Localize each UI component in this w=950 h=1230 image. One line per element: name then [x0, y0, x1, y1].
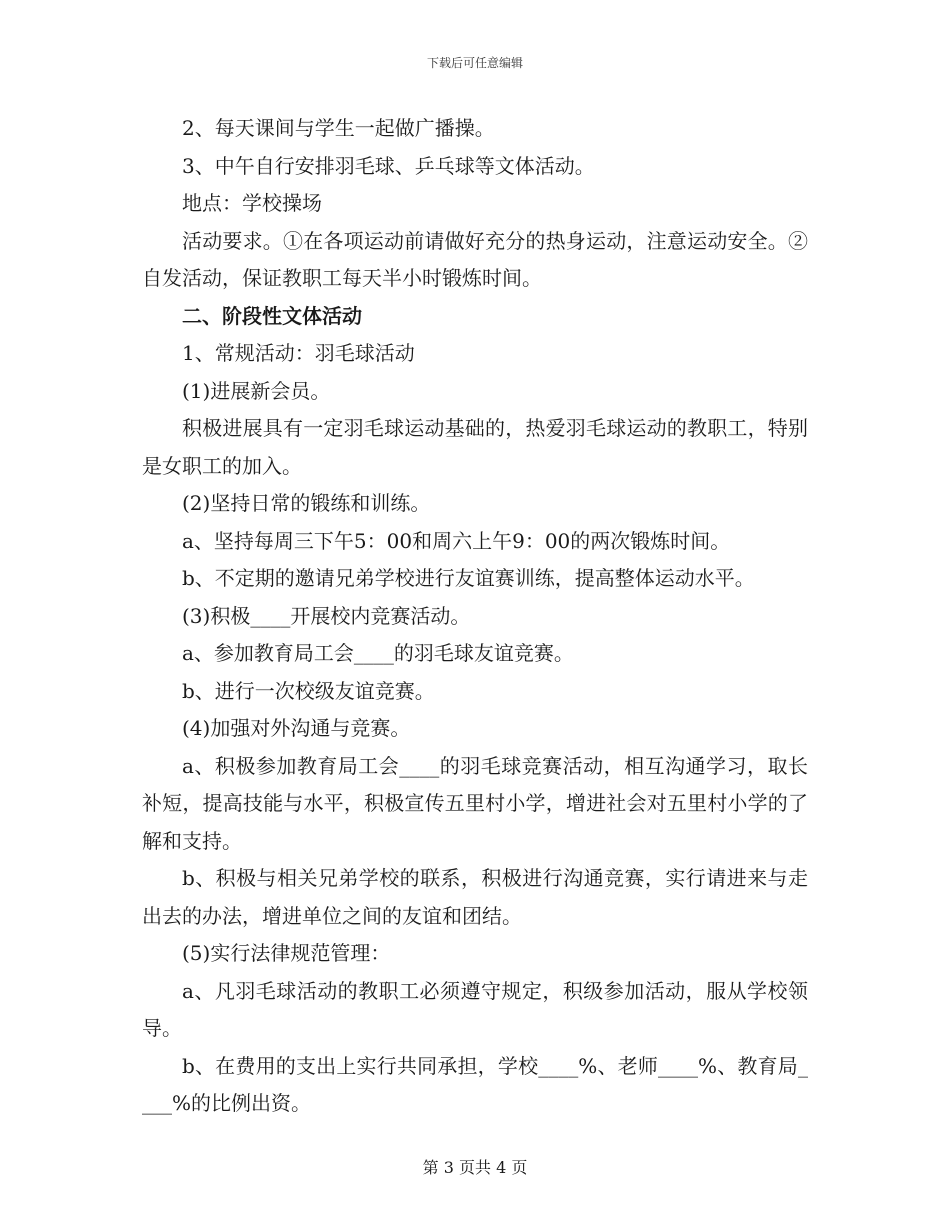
paragraph: b、不定期的邀请兄弟学校进行友谊赛训练，提高整体运动水平。: [182, 566, 755, 590]
paragraph: 3、中午自行安排羽毛球、乒乓球等文体活动。: [182, 153, 595, 178]
paragraph: (2)坚持日常的锻练和训练。: [182, 491, 431, 515]
section-heading: 二、阶段性文体活动: [182, 303, 362, 328]
paragraph: 1、常规活动：羽毛球活动: [182, 341, 415, 365]
paragraph: (1)进展新会员。: [182, 378, 331, 403]
paragraph: a、凡羽毛球活动的教职工必须遵守规定，积级参加活动，服从学校领导。: [142, 978, 808, 1040]
paragraph: 活动要求。①在各项运动前请做好充分的热身运动，注意运动安全。②自发活动，保证教职工每天半小时锻炼时间。: [142, 228, 808, 290]
paragraph: b、在费用的支出上实行共同承担，学校____%、老师____%、教育局____%的比例出资。: [142, 1053, 808, 1115]
paragraph: a、积极参加教育局工会____的羽毛球竞赛活动，相互沟通学习，取长补短，提高技能与水平，积极宣传五里村小学，增进社会对五里村小学的了解和支持。: [142, 753, 808, 853]
paragraph: 2、每天课间与学生一起做广播操。: [182, 116, 495, 140]
paragraph: (3)积极____开展校内竞赛活动。: [182, 603, 471, 628]
document-body: [142, 110, 808, 1123]
paragraph: (4)加强对外沟通与竞赛。: [182, 716, 411, 740]
paragraph: a、参加教育局工会____的羽毛球友谊竞赛。: [182, 641, 574, 665]
paragraph: b、进行一次校级友谊竞赛。: [182, 678, 435, 703]
paragraph: (5)实行法律规范管理：: [182, 941, 391, 965]
page-footer: 第 3 页共 4 页: [422, 1158, 528, 1177]
paragraph: 积极进展具有一定羽毛球运动基础的，热爱羽毛球运动的教职工，特别是女职工的加入。: [142, 416, 808, 478]
paragraph: a、坚持每周三下午5：00和周六上午9：00的两次锻炼时间。: [182, 528, 731, 553]
paragraph: 地点：学校操场: [182, 191, 322, 215]
page-header-note: 下载后可任意编辑: [426, 56, 523, 70]
paragraph: b、积极与相关兄弟学校的联系，积极进行沟通竞赛，实行请进来与走出去的办法，增进单位之间的友谊和团结。: [142, 866, 808, 928]
